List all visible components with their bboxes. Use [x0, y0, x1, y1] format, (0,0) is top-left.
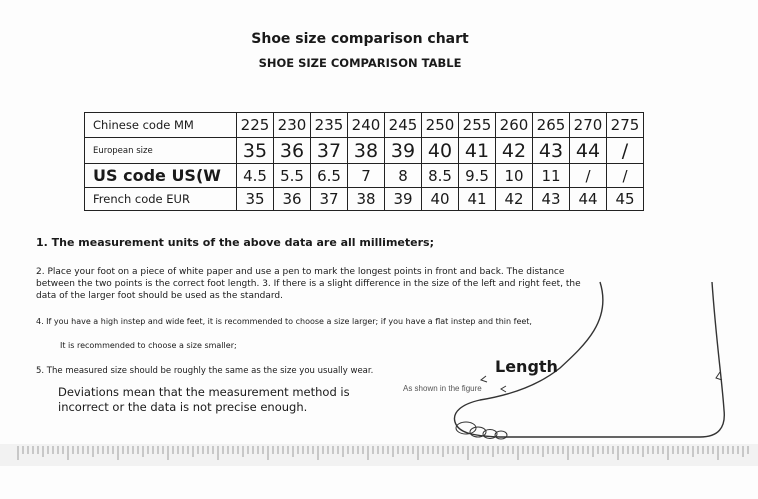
- table-cell: 11: [533, 164, 570, 188]
- table-cell: 35: [237, 138, 274, 164]
- table-cell: 265: [533, 113, 570, 138]
- row-header: US code US(W: [85, 164, 237, 188]
- table-cell: 39: [385, 138, 422, 164]
- table-cell: 8: [385, 164, 422, 188]
- table-cell: 41: [459, 188, 496, 211]
- table-cell: 7: [348, 164, 385, 188]
- table-cell: 42: [496, 138, 533, 164]
- page-title: Shoe size comparison chart: [251, 31, 469, 47]
- table-cell: 230: [274, 113, 311, 138]
- table-cell: 5.5: [274, 164, 311, 188]
- note-instep: 4. If you have a high instep and wide feet, it is recommended to choose a size larger; if you have a flat instep and thin feet,: [36, 317, 532, 326]
- table-cell: 9.5: [459, 164, 496, 188]
- figure-caption: As shown in the figure: [403, 384, 482, 393]
- note-measure-method: 2. Place your foot on a piece of white paper and use a pen to mark the longest points in front and back. The distance between the two points is the correct foot length. 3. If there is a slight difference in the size of the left and right feet, the data of the larger foot should be used as the standard.: [36, 267, 581, 301]
- table-cell: 40: [422, 188, 459, 211]
- length-label: Length: [495, 357, 558, 376]
- ruler: [0, 440, 758, 480]
- table-cell: 235: [311, 113, 348, 138]
- table-cell: 35: [237, 188, 274, 211]
- table-cell: 225: [237, 113, 274, 138]
- length-arrow-left: [481, 376, 487, 382]
- note-instep-cont: It is recommended to choose a size smaller;: [60, 341, 237, 350]
- table-cell: 39: [385, 188, 422, 211]
- table-cell: 45: [607, 188, 644, 211]
- table-cell: 255: [459, 113, 496, 138]
- table-cell: 37: [311, 138, 348, 164]
- table-cell: 41: [459, 138, 496, 164]
- table-cell: 37: [311, 188, 348, 211]
- table-cell: /: [607, 138, 644, 164]
- table-cell: 4.5: [237, 164, 274, 188]
- table-cell: 43: [533, 138, 570, 164]
- table-cell: 8.5: [422, 164, 459, 188]
- page-subtitle: SHOE SIZE COMPARISON TABLE: [258, 56, 462, 70]
- table-cell: 38: [348, 138, 385, 164]
- note-deviations: Deviations mean that the measurement method is incorrect or the data is not precise enough.: [58, 385, 350, 414]
- table-cell: 270: [570, 113, 607, 138]
- table-cell: 260: [496, 113, 533, 138]
- table-cell: 245: [385, 113, 422, 138]
- table-cell: 240: [348, 113, 385, 138]
- table-cell: 250: [422, 113, 459, 138]
- table-cell: 44: [570, 188, 607, 211]
- table-cell: 275: [607, 113, 644, 138]
- row-header: Chinese code MM: [85, 113, 237, 138]
- row-header: French code EUR: [85, 188, 237, 211]
- table-cell: 40: [422, 138, 459, 164]
- table-cell: 6.5: [311, 164, 348, 188]
- table-cell: 10: [496, 164, 533, 188]
- note-usual-size: 5. The measured size should be roughly the same as the size you usually wear.: [36, 366, 374, 376]
- ruler-band: [0, 444, 758, 466]
- table-cell: 44: [570, 138, 607, 164]
- table-cell: 38: [348, 188, 385, 211]
- table-cell: 36: [274, 138, 311, 164]
- table-cell: 42: [496, 188, 533, 211]
- caption-arrow: [501, 386, 506, 392]
- table-cell: 36: [274, 188, 311, 211]
- table-cell: /: [607, 164, 644, 188]
- row-header: European size: [85, 138, 237, 164]
- table-cell: 43: [533, 188, 570, 211]
- note-units: 1. The measurement units of the above data are all millimeters;: [36, 236, 434, 249]
- table-cell: /: [570, 164, 607, 188]
